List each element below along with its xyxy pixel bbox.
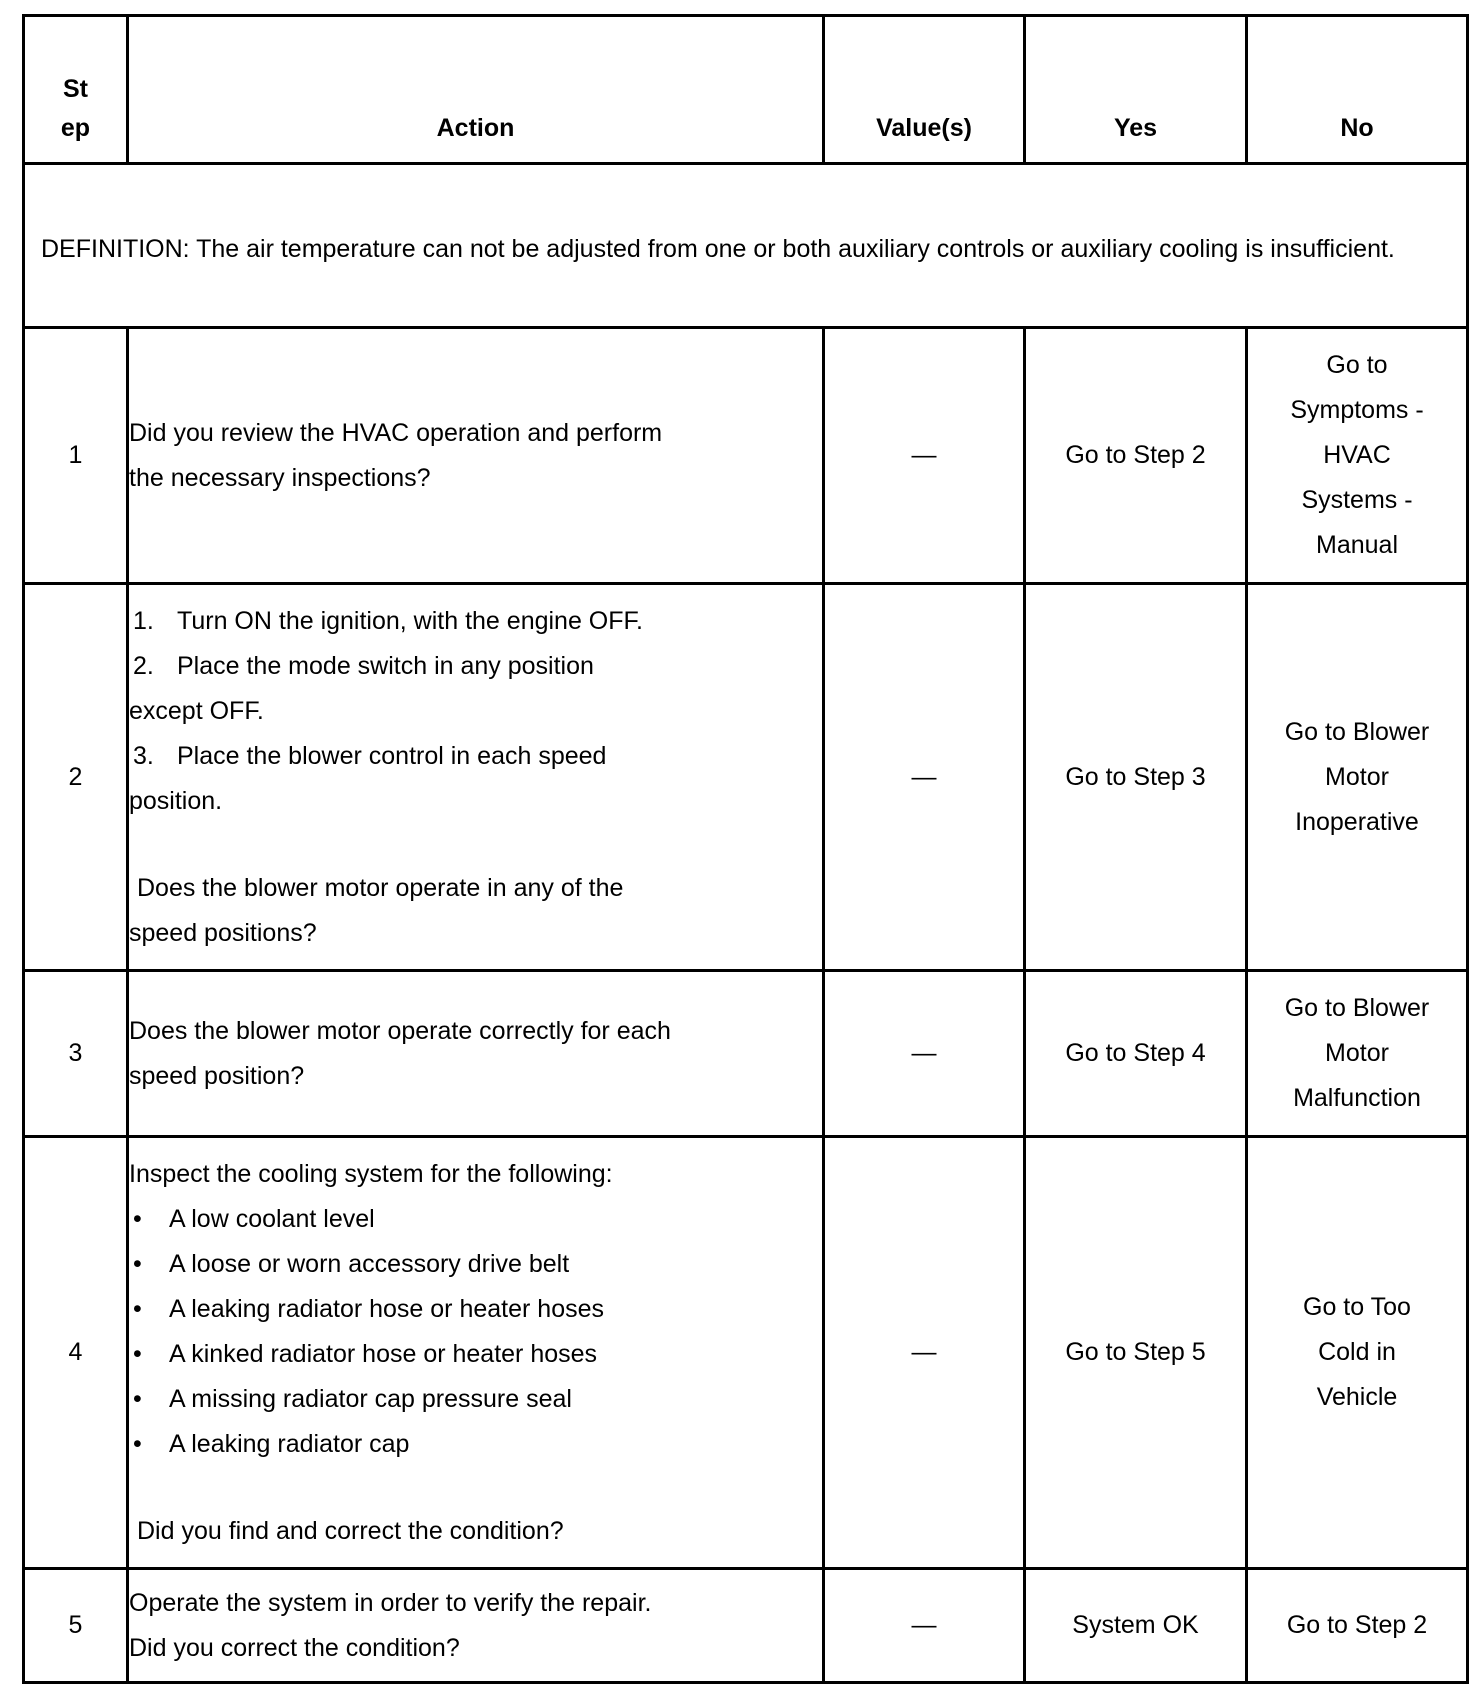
list-item: • A missing radiator cap pressure seal [133, 1384, 572, 1413]
table-row [24, 1569, 1468, 1683]
table-row [24, 328, 1468, 584]
value-cell: — [824, 971, 1025, 1137]
yes-cell: Go to Step 2 [1025, 328, 1247, 584]
value-cell: — [824, 584, 1025, 971]
table-row [24, 1137, 1468, 1569]
yes-cell: Go to Step 4 [1025, 971, 1247, 1137]
list-item: • A loose or worn accessory drive belt [133, 1249, 570, 1278]
list-item: 3. Place the blower control in each speed [133, 741, 607, 770]
step-number: 2 [24, 584, 128, 971]
list-item: • A leaking radiator hose or heater hoses [133, 1294, 604, 1323]
yes-cell: Go to Step 3 [1025, 584, 1247, 971]
yes-cell: Go to Step 5 [1025, 1137, 1247, 1569]
no-cell: Go to Symptoms - HVAC Systems - Manual [1247, 328, 1468, 584]
header-step: St ep [24, 16, 128, 164]
value-cell: — [824, 1137, 1025, 1569]
diagnostic-table [22, 14, 1469, 1684]
list-item: 1. Turn ON the ignition, with the engine OFF. [133, 606, 643, 635]
yes-cell: System OK [1025, 1569, 1247, 1683]
definition-row [24, 164, 1468, 328]
table-row [24, 971, 1468, 1137]
action-cell: Does the blower motor operate correctly for each speed position? [128, 971, 824, 1137]
list-item: • A leaking radiator cap [133, 1429, 410, 1458]
step-number: 1 [24, 328, 128, 584]
no-cell: Go to Blower Motor Malfunction [1247, 971, 1468, 1137]
action-cell: Operate the system in order to verify the repair. Did you correct the condition? [128, 1569, 824, 1683]
no-cell: Go to Step 2 [1247, 1569, 1468, 1683]
list-item: • A low coolant level [133, 1204, 375, 1233]
header-values: Value(s) [824, 16, 1025, 164]
no-cell: Go to Too Cold in Vehicle [1247, 1137, 1468, 1569]
table-row [24, 584, 1468, 971]
step-number: 5 [24, 1569, 128, 1683]
value-cell: — [824, 328, 1025, 584]
list-item: 2. Place the mode switch in any position [133, 651, 594, 680]
no-cell: Go to Blower Motor Inoperative [1247, 584, 1468, 971]
header-action: Action [128, 16, 824, 164]
action-cell: 1. Turn ON the ignition, with the engine OFF. 2. Place the mode switch in any position except OFF. 3. Place the blower control in each speed position. Does the blower motor operate in any of the speed positions? [128, 584, 824, 971]
step-number: 3 [24, 971, 128, 1137]
list-item: • A kinked radiator hose or heater hoses [133, 1339, 598, 1368]
definition-text: DEFINITION: The air temperature can not be adjusted from one or both auxiliary controls or auxiliary cooling is insufficient. [24, 164, 1468, 328]
step-number: 4 [24, 1137, 128, 1569]
header-no: No [1247, 16, 1468, 164]
action-cell: Inspect the cooling system for the following: • A low coolant level • A loose or worn accessory drive belt • A leaking radiator hose or heater hoses • A kinked radiator hose or heater hoses • A missing radiator cap pressure seal • A leaking radiator cap Did you find and correct the condition? [128, 1137, 824, 1569]
header-yes: Yes [1025, 16, 1247, 164]
header-row [24, 16, 1468, 164]
action-cell: Did you review the HVAC operation and perform the necessary inspections? [128, 328, 824, 584]
value-cell: — [824, 1569, 1025, 1683]
